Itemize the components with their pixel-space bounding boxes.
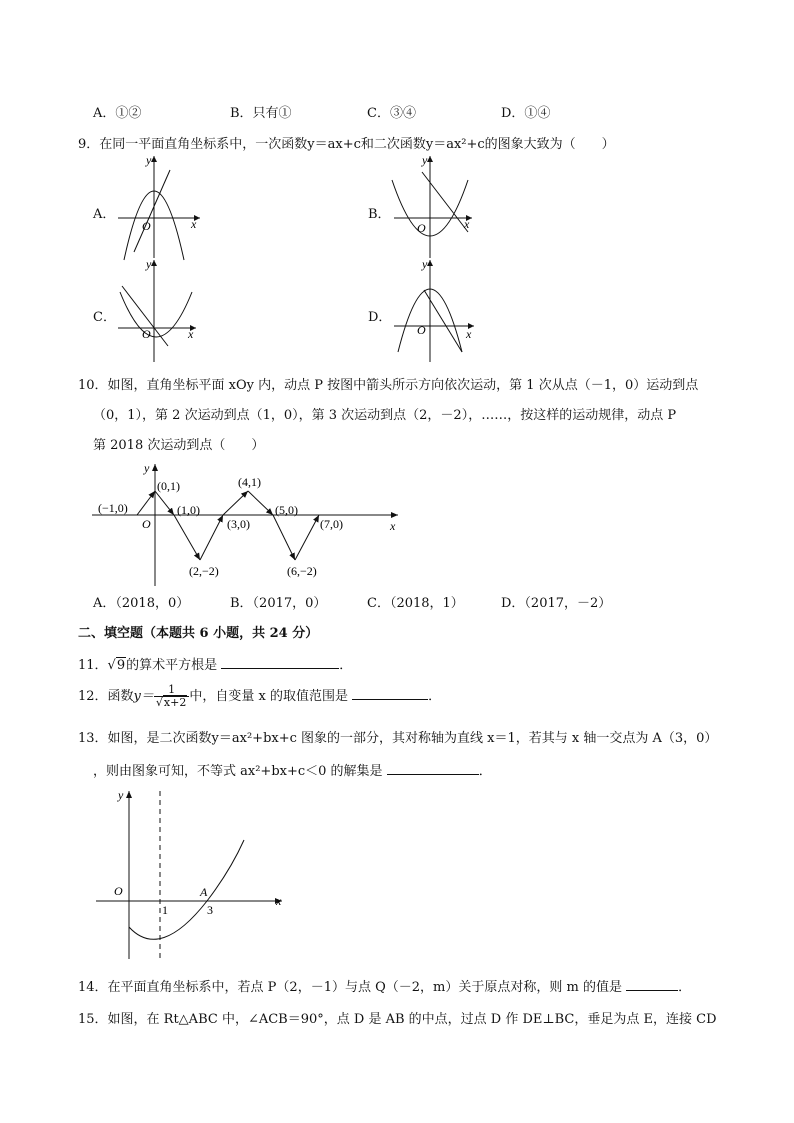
- axis-x-label: x: [188, 327, 194, 341]
- q11: [78, 654, 352, 673]
- axis-x-label: x: [464, 217, 470, 231]
- point-label: (−1,0): [98, 501, 128, 515]
- q12-var: y＝: [133, 689, 154, 704]
- section-title: 二、填空题（本题共 6 小题，共 24 分）: [78, 626, 319, 641]
- q12-prefix: 12．函数: [78, 689, 134, 704]
- q12-period: ．: [428, 689, 442, 704]
- q13-line2-wrap: [93, 760, 492, 779]
- q14-answer-blank[interactable]: [626, 978, 678, 991]
- axis-x-label: x: [390, 519, 396, 533]
- origin-label: O: [114, 884, 123, 898]
- point-label: (7,0): [320, 517, 343, 531]
- point-a-label: A: [200, 885, 208, 899]
- q10-option-a: A．（2018，0）: [93, 596, 190, 611]
- q8-option-a: A．①②: [93, 106, 142, 121]
- axis-y-label: y: [146, 257, 152, 271]
- q14: [78, 976, 691, 995]
- q8-option-c: C．③④: [367, 106, 416, 121]
- q10-figure: [92, 458, 412, 588]
- q12-numerator: 1: [154, 684, 189, 697]
- origin-label: O: [142, 327, 151, 341]
- q9-label-a: A．: [93, 207, 116, 222]
- origin-label: O: [142, 219, 151, 233]
- axis-y-label: y: [146, 153, 152, 167]
- q12-fraction: [154, 684, 189, 709]
- q9-graph-c: [112, 256, 204, 366]
- q10-line3: 第 2018 次运动到点（ ）: [93, 438, 265, 453]
- q13-line2: ，则由图象可知，不等式 ax²+bx+c＜0 的解集是: [93, 764, 383, 779]
- q11-answer-blank[interactable]: [221, 656, 339, 669]
- q13-line1: 13．如图，是二次函数y＝ax²+bx+c 图象的一部分，其对称轴为直线 x＝1，若其与 x 轴一交点为 A（3，0）: [78, 731, 718, 746]
- axis-y-label: y: [422, 257, 428, 271]
- q14-period: ．: [678, 980, 692, 995]
- q12-denominator-radicand: x+2: [163, 696, 187, 709]
- q11-number: 11．: [78, 658, 108, 673]
- axis-x-label: x: [466, 327, 472, 341]
- axis-x-label: x: [191, 217, 197, 231]
- q13-figure: [92, 785, 292, 965]
- q13-answer-blank[interactable]: [387, 762, 479, 775]
- q9-graph-b: [388, 152, 480, 262]
- q13-period: ．: [478, 764, 492, 779]
- q11-text: 的算术平方根是: [126, 658, 218, 673]
- q10-option-d: D．（2017，－2）: [501, 596, 612, 611]
- point-label: (0,1): [157, 479, 180, 493]
- tick-label-3: 3: [207, 903, 213, 917]
- q10-line2: （0，1），第 2 次运动到点（1，0），第 3 次运动到点（2，－2），……，按这样的运动规律，动点 P: [93, 408, 677, 423]
- q11-period: ．: [339, 658, 353, 673]
- q9-graph-d: [388, 256, 480, 366]
- q11-radicand: 9: [116, 658, 126, 673]
- q12-denominator: √x+2: [155, 696, 187, 709]
- q8-option-d: D．①④: [501, 106, 551, 121]
- point-label: (5,0): [275, 503, 298, 517]
- point-label: (2,−2): [189, 564, 219, 578]
- axis-y-label: y: [422, 153, 428, 167]
- q8-option-b: B．只有①: [230, 106, 292, 121]
- point-label: (4,1): [238, 475, 261, 489]
- sqrt-symbol: √: [107, 658, 116, 673]
- origin-label: O: [142, 517, 151, 531]
- q9-stem: 9．在同一平面直角坐标系中，一次函数y＝ax+c和二次函数y＝ax²+c的图象大致为（ ）: [78, 137, 615, 152]
- q10-option-c: C．（2018，1）: [367, 596, 464, 611]
- point-label: (3,0): [227, 517, 250, 531]
- q15-text: 15．如图，在 Rt△ABC 中，∠ACB＝90°，点 D 是 AB 的中点，过点 D 作 DE⊥BC，垂足为点 E，连接 CD: [78, 1012, 717, 1027]
- q10-line1: 10．如图，直角坐标平面 xOy 内，动点 P 按图中箭头所示方向依次运动，第 1 次从点（－1，0）运动到点: [78, 378, 699, 393]
- q9-label-d: D．: [368, 310, 392, 325]
- q10-option-b: B．（2017，0）: [230, 596, 327, 611]
- point-label: (1,0): [177, 503, 200, 517]
- point-label: (6,−2): [287, 564, 317, 578]
- axis-y-label: y: [118, 788, 124, 802]
- q9-label-c: C．: [93, 310, 116, 325]
- origin-label: O: [417, 323, 426, 337]
- q9-label-b: B．: [368, 207, 391, 222]
- q12-answer-blank[interactable]: [352, 687, 428, 700]
- origin-label: O: [417, 221, 426, 235]
- q12: [78, 682, 441, 712]
- axis-x-label: x: [276, 894, 282, 908]
- q14-text: 14．在平面直角坐标系中，若点 P（2，－1）与点 Q（－2，m）关于原点对称，则 m 的值是: [78, 980, 622, 995]
- tick-label-1: 1: [162, 903, 168, 917]
- axis-y-label: y: [144, 461, 150, 475]
- q9-graph-a: [112, 152, 204, 262]
- q12-text: 中，自变量 x 的取值范围是: [189, 689, 348, 704]
